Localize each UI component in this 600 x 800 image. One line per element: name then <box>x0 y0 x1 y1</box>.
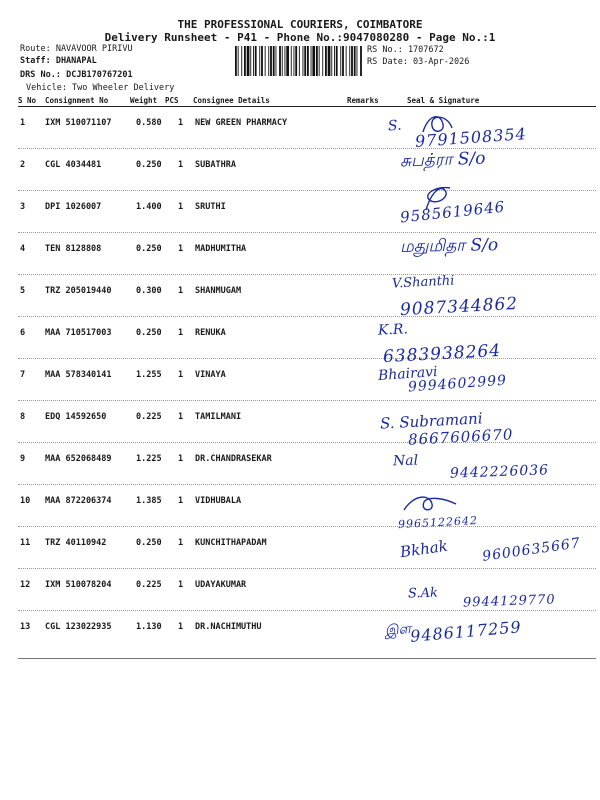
row-pcs: 1 <box>178 244 184 254</box>
handwritten-signature: S. <box>387 117 403 135</box>
row-divider <box>18 316 596 317</box>
table-row <box>0 316 600 358</box>
row-consignment: MAA 652068489 <box>45 454 112 464</box>
row-consignee: VINAYA <box>195 370 226 380</box>
row-consignment: DPI 1026007 <box>45 202 102 212</box>
row-pcs: 1 <box>178 622 184 632</box>
handwritten-phone-number: 6383938264 <box>382 340 502 368</box>
handwritten-phone-number: 9442226036 <box>449 462 550 482</box>
row-weight: 0.250 <box>136 538 162 548</box>
drs-number <box>20 70 133 80</box>
col-remarks: Remarks <box>347 96 379 105</box>
row-divider <box>18 484 596 485</box>
col-consignee: Consignee Details <box>193 96 270 105</box>
row-consignment: IXM 510078204 <box>45 580 112 590</box>
row-consignee: KUNCHITHAPADAM <box>195 538 267 548</box>
handwritten-signature: S. Subramani <box>379 409 483 433</box>
row-consignee: RENUKA <box>195 328 226 338</box>
row-weight: 1.225 <box>136 454 162 464</box>
row-sno: 10 <box>20 496 31 506</box>
col-weight: Weight <box>130 96 158 105</box>
handwritten-signature: S.Ak <box>407 585 439 602</box>
row-weight: 0.250 <box>136 328 162 338</box>
row-sno: 4 <box>20 244 26 254</box>
row-sno: 11 <box>20 538 31 548</box>
table-end-divider <box>18 658 596 659</box>
row-pcs: 1 <box>178 370 184 380</box>
handwritten-phone-number: 9791508354 <box>414 124 528 151</box>
col-sno: S No <box>18 96 37 105</box>
route-label: Route: NAVAVOOR PIRIVU <box>20 44 133 54</box>
table-row <box>0 484 600 526</box>
handwritten-phone-number: 9944129770 <box>462 592 556 611</box>
row-pcs: 1 <box>178 412 184 422</box>
row-consignment: CGL 123022935 <box>45 622 112 632</box>
table-row <box>0 358 600 400</box>
handwritten-phone-number: 9994602999 <box>407 372 508 396</box>
row-consignment: TRZ 205019440 <box>45 286 112 296</box>
handwritten-signature: சுபத்ரா S/o <box>399 148 486 172</box>
col-consignment: Consignment No <box>45 96 109 105</box>
signature-scribble <box>400 490 460 518</box>
page-title: THE PROFESSIONAL COURIERS, COIMBATORE <box>177 18 423 31</box>
handwritten-signature: V.Shanthi <box>391 273 455 292</box>
row-consignee: MADHUMITHA <box>195 244 247 254</box>
row-pcs: 1 <box>178 580 184 590</box>
row-pcs: 1 <box>178 160 184 170</box>
drs-label: DRS No.: <box>20 70 61 80</box>
row-weight: 0.580 <box>136 118 162 128</box>
table-row <box>0 148 600 190</box>
row-consignee: DR.CHANDRASEKAR <box>195 454 272 464</box>
row-sno: 1 <box>20 118 26 128</box>
col-pcs: PCS <box>165 96 179 105</box>
handwritten-phone-number: 8667606670 <box>407 425 514 449</box>
row-divider <box>18 568 596 569</box>
row-consignment: MAA 578340141 <box>45 370 112 380</box>
row-sno: 6 <box>20 328 26 338</box>
barcode <box>235 46 362 76</box>
row-pcs: 1 <box>178 538 184 548</box>
row-weight: 1.130 <box>136 622 162 632</box>
row-weight: 1.255 <box>136 370 162 380</box>
handwritten-signature: மதுமிதா S/o <box>399 235 499 257</box>
rs-number: RS No.: 1707672 <box>367 45 444 55</box>
row-consignment: MAA 872206374 <box>45 496 112 506</box>
row-consignment: CGL 4034481 <box>45 160 102 170</box>
row-pcs: 1 <box>178 118 184 128</box>
table-row <box>0 232 600 274</box>
row-sno: 7 <box>20 370 26 380</box>
handwritten-signature: Bhairavi <box>377 363 439 385</box>
handwritten-phone-number: 9965122642 <box>397 513 479 532</box>
row-weight: 1.400 <box>136 202 162 212</box>
staff-label: Staff: DHANAPAL <box>20 56 97 66</box>
row-weight: 0.225 <box>136 580 162 590</box>
table-row <box>0 190 600 232</box>
row-sno: 3 <box>20 202 26 212</box>
row-pcs: 1 <box>178 286 184 296</box>
row-divider <box>18 232 596 233</box>
row-divider <box>18 610 596 611</box>
handwritten-signature: K.R. <box>377 321 409 339</box>
handwritten-phone-number: 9585619646 <box>399 197 507 227</box>
handwritten-signature: Bkhak <box>398 536 449 562</box>
signature-scribble <box>418 110 458 138</box>
row-consignee: NEW GREEN PHARMACY <box>195 118 288 128</box>
row-divider <box>18 400 596 401</box>
row-consignee: DR.NACHIMUTHU <box>195 622 262 632</box>
page-subtitle: Delivery Runsheet - P41 - Phone No.:9047080280 - Page No.:1 <box>104 31 496 44</box>
row-sno: 8 <box>20 412 26 422</box>
vehicle-label: Vehicle: Two Wheeler Delivery <box>26 83 175 93</box>
row-divider <box>18 274 596 275</box>
drs-value: DCJB170767201 <box>66 70 133 80</box>
row-sno: 5 <box>20 286 26 296</box>
row-consignee: TAMILMANI <box>195 412 242 422</box>
row-pcs: 1 <box>178 496 184 506</box>
row-consignee: UDAYAKUMAR <box>195 580 247 590</box>
col-seal: Seal & Signature <box>407 96 480 105</box>
row-weight: 0.250 <box>136 160 162 170</box>
row-weight: 0.250 <box>136 244 162 254</box>
row-consignment: TEN 8128808 <box>45 244 102 254</box>
signature-scribble <box>418 180 454 216</box>
row-consignment: EDQ 14592650 <box>45 412 107 422</box>
row-weight: 0.300 <box>136 286 162 296</box>
row-pcs: 1 <box>178 202 184 212</box>
row-sno: 12 <box>20 580 31 590</box>
handwritten-signature: Nal <box>392 452 419 470</box>
row-consignment: MAA 710517003 <box>45 328 112 338</box>
handwritten-phone-number: 9600635667 <box>481 535 582 565</box>
row-divider <box>18 526 596 527</box>
row-sno: 13 <box>20 622 31 632</box>
row-divider <box>18 148 596 149</box>
row-sno: 2 <box>20 160 26 170</box>
row-consignee: VIDHUBALA <box>195 496 242 506</box>
row-pcs: 1 <box>178 454 184 464</box>
row-weight: 1.385 <box>136 496 162 506</box>
handwritten-signature: இள <box>384 620 412 640</box>
row-consignee: SRUTHI <box>195 202 226 212</box>
row-pcs: 1 <box>178 328 184 338</box>
row-sno: 9 <box>20 454 26 464</box>
handwritten-phone-number: 9087344862 <box>399 293 519 321</box>
row-consignee: SHANMUGAM <box>195 286 242 296</box>
row-weight: 0.225 <box>136 412 162 422</box>
row-consignee: SUBATHRA <box>195 160 236 170</box>
row-divider <box>18 190 596 191</box>
row-consignment: TRZ 40110942 <box>45 538 107 548</box>
row-consignment: IXM 510071107 <box>45 118 112 128</box>
handwritten-phone-number: 9486117259 <box>409 617 523 646</box>
row-divider <box>18 358 596 359</box>
rs-date: RS Date: 03-Apr-2026 <box>367 57 470 67</box>
